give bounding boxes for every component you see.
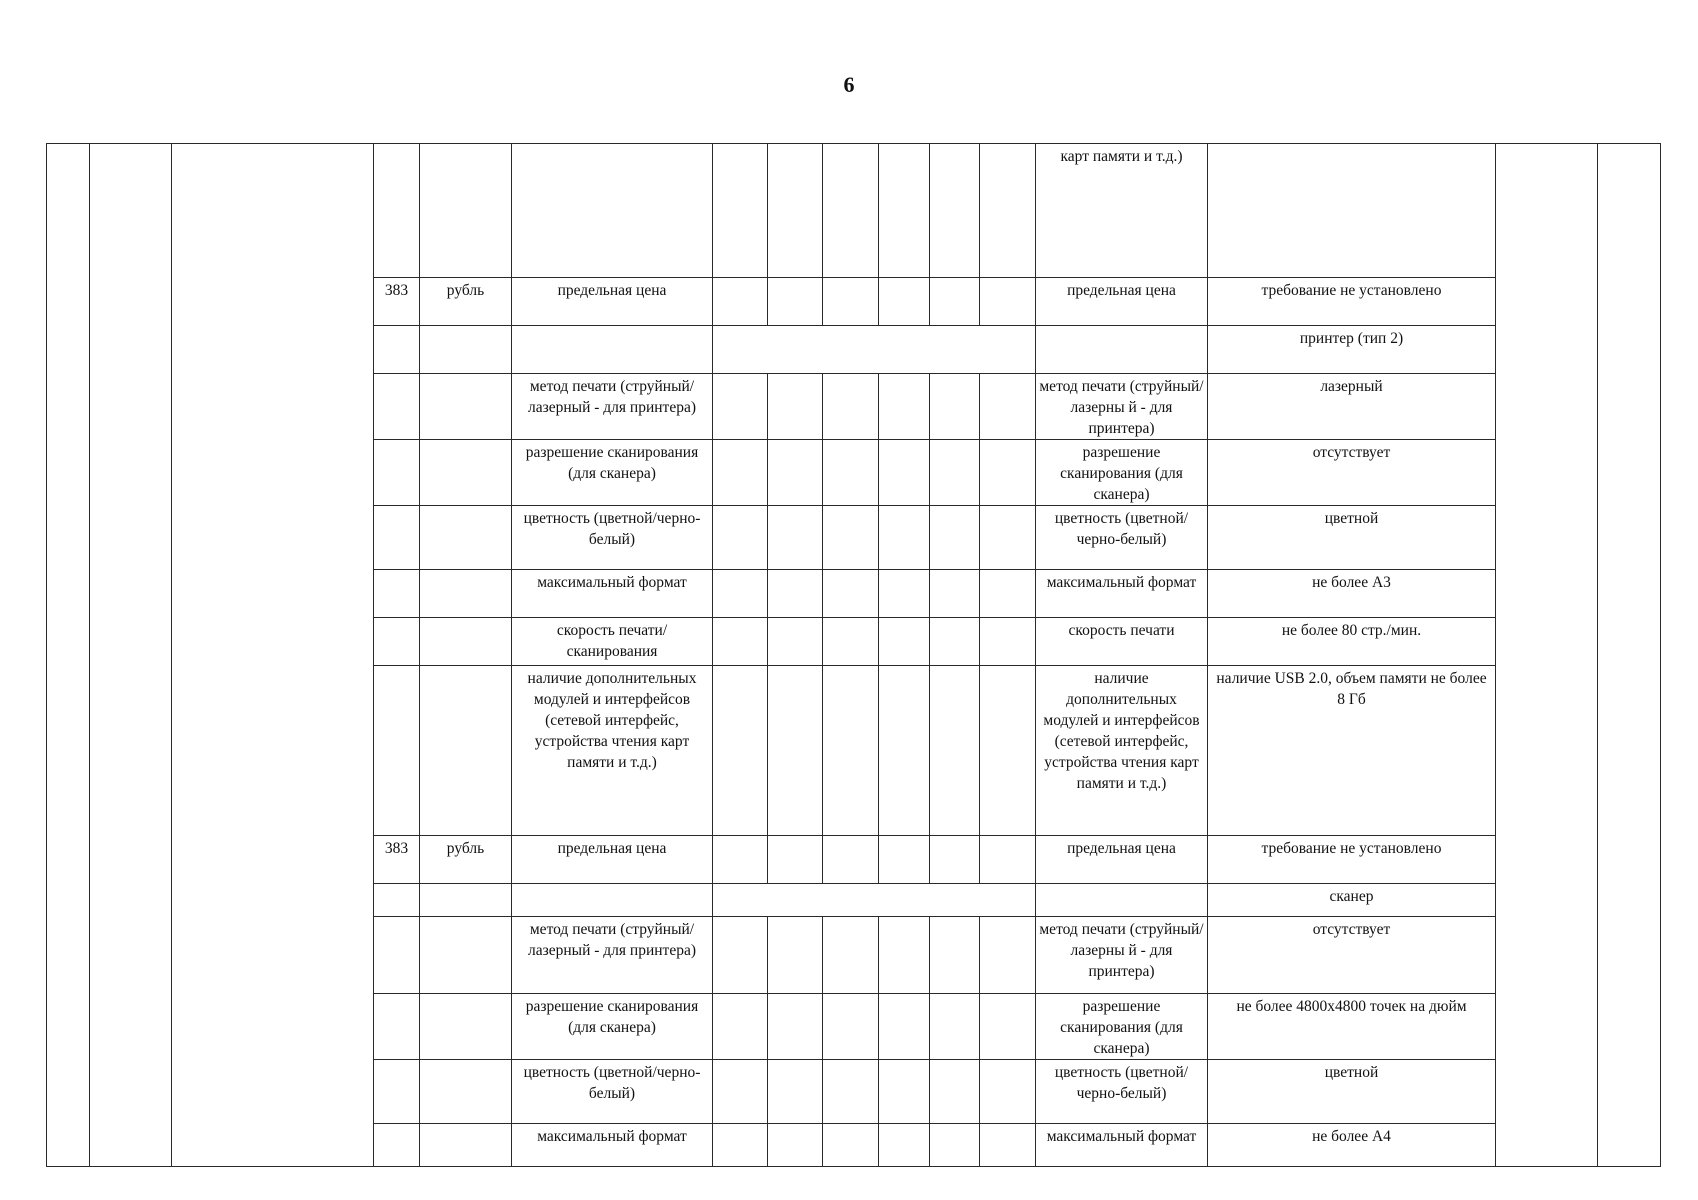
spec-value: отсутствует (1208, 440, 1496, 506)
spec-name-left: максимальный формат (512, 570, 713, 618)
spec-name-left: разрешение сканирования (для сканера) (512, 440, 713, 506)
specs-table (46, 143, 1661, 1167)
spec-value: не более 4800x4800 точек на дюйм (1208, 994, 1496, 1060)
col-code-cell (90, 144, 172, 1167)
spec-name-right: разрешение сканирования (для сканера) (1036, 994, 1208, 1060)
device-title: принтер (тип 2) (1208, 326, 1496, 374)
spec-name-right: карт памяти и т.д.) (1036, 144, 1208, 278)
spec-name-right: метод печати (струйный/лазерны й - для принтера) (1036, 917, 1208, 994)
spec-name-left: метод печати (струйный/лазерный - для принтера) (512, 917, 713, 994)
spec-name-right: цветность (цветной/черно-белый) (1036, 506, 1208, 570)
spec-value: отсутствует (1208, 917, 1496, 994)
spec-name-left: максимальный формат (512, 1124, 713, 1167)
spec-value: не более А4 (1208, 1124, 1496, 1167)
page-number: 6 (843, 72, 855, 97)
unit-name: рубль (420, 836, 512, 884)
spec-name-right: наличие дополнительных модулей и интерфейсов (сетевой интерфейс, устройства чтения карт памяти и т.д.) (1036, 666, 1208, 836)
spec-name-left: скорость печати/сканирования (512, 618, 713, 666)
spec-name-left: предельная цена (512, 278, 713, 326)
spec-value: наличие USB 2.0, объем памяти не более 8 Гб (1208, 666, 1496, 836)
spec-value: цветной (1208, 506, 1496, 570)
col-number-cell (47, 144, 90, 1167)
col-extra-cell (1496, 144, 1598, 1167)
device-title: сканер (1208, 884, 1496, 917)
spec-value: требование не установлено (1208, 278, 1496, 326)
spec-name-right: максимальный формат (1036, 570, 1208, 618)
spec-value: цветной (1208, 1060, 1496, 1124)
spec-name-left: цветность (цветной/черно-белый) (512, 1060, 713, 1124)
okei-code: 383 (374, 836, 420, 884)
spec-name-right: скорость печати (1036, 618, 1208, 666)
spec-name-left: метод печати (струйный/лазерный - для принтера) (512, 374, 713, 440)
spec-name-right: предельная цена (1036, 836, 1208, 884)
spec-name-left: разрешение сканирования (для сканера) (512, 994, 713, 1060)
col-name-cell (172, 144, 374, 1167)
spec-name-left: наличие дополнительных модулей и интерфейсов (сетевой интерфейс, устройства чтения карт памяти и т.д.) (512, 666, 713, 836)
spec-name-right: метод печати (струйный/лазерны й - для принтера) (1036, 374, 1208, 440)
spec-name-left: цветность (цветной/черно-белый) (512, 506, 713, 570)
spec-name-right: максимальный формат (1036, 1124, 1208, 1167)
spec-name-right: разрешение сканирования (для сканера) (1036, 440, 1208, 506)
spec-value: требование не установлено (1208, 836, 1496, 884)
spec-name-left: предельная цена (512, 836, 713, 884)
spec-name-right: цветность (цветной/черно-белый) (1036, 1060, 1208, 1124)
unit-name: рубль (420, 278, 512, 326)
table-row (47, 144, 1661, 278)
spec-value: не более 80 стр./мин. (1208, 618, 1496, 666)
spec-name-right: предельная цена (1036, 278, 1208, 326)
okei-code: 383 (374, 278, 420, 326)
col-last-cell (1598, 144, 1661, 1167)
spec-value: лазерный (1208, 374, 1496, 440)
spec-value: не более А3 (1208, 570, 1496, 618)
